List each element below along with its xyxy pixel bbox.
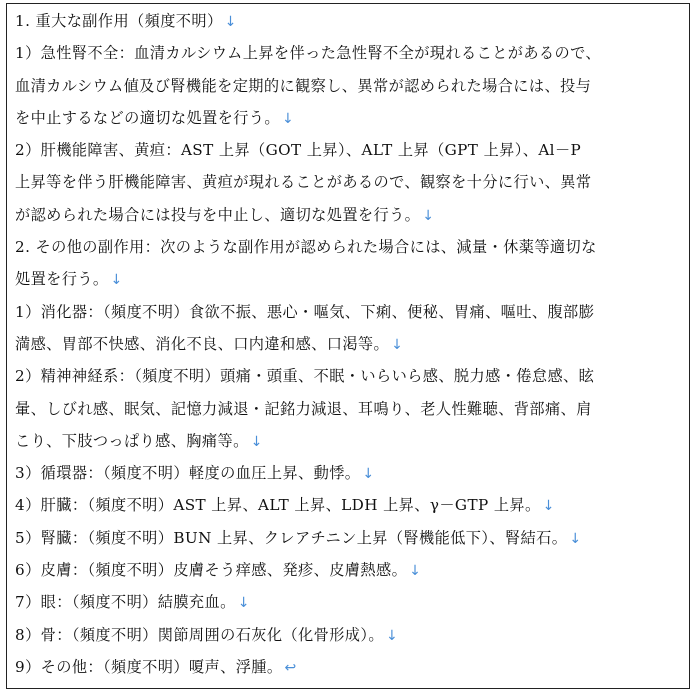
line-break-mark-icon: ↓ — [422, 207, 435, 224]
line-text: こり、下肢つっぱり感、胸痛等。 — [15, 431, 249, 450]
line-text: 1）消化器：（頻度不明）食欲不振、悪心・嘔気、下痢、便秘、胃痛、嘔吐、腹部膨 — [15, 302, 595, 321]
line-text: 4）肝臓：（頻度不明）AST 上昇、ALT 上昇、LDH 上昇、γ－GTP 上昇。 — [15, 496, 541, 515]
text-line — [15, 234, 687, 266]
line-break-mark-icon: ↓ — [391, 336, 404, 353]
text-line — [15, 137, 687, 169]
text-line — [15, 525, 687, 557]
paragraph-mark-icon: ↩ — [284, 659, 297, 676]
line-text: 8）骨：（頻度不明）関節周囲の石灰化（化骨形成）。 — [15, 625, 384, 644]
line-break-mark-icon: ↓ — [362, 466, 375, 483]
line-break-mark-icon: ↓ — [569, 530, 582, 547]
line-text: が認められた場合には投与を中止し、適切な処置を行う。 — [15, 205, 421, 224]
text-line — [15, 363, 687, 395]
text-line — [15, 492, 687, 524]
line-text: 血清カルシウム値及び腎機能を定期的に観察し、異常が認められた場合には、投与 — [15, 76, 592, 95]
text-line — [15, 202, 687, 234]
line-text: 満感、胃部不快感、消化不良、口内違和感、口渇等。 — [15, 334, 390, 353]
line-break-mark-icon: ↓ — [409, 563, 422, 580]
text-line — [15, 8, 687, 40]
line-text: 5）腎臓：（頻度不明）BUN 上昇、クレアチニン上昇（腎機能低下）、腎結石。 — [15, 528, 568, 547]
text-line — [15, 589, 687, 621]
text-line — [15, 460, 687, 492]
line-text: 処置を行う。 — [15, 270, 109, 289]
line-break-mark-icon: ↓ — [237, 595, 250, 612]
text-line — [15, 331, 687, 363]
line-text: 2）肝機能障害、黄疸：AST 上昇（GOT 上昇）、ALT 上昇（GPT 上昇）、Al－P — [15, 141, 582, 160]
line-text: 3）循環器：（頻度不明）軽度の血圧上昇、動悸。 — [15, 464, 361, 483]
line-text: 1. 重大な副作用（頻度不明） — [15, 12, 223, 30]
text-line — [15, 105, 687, 137]
line-text: 2. その他の副作用：次のような副作用が認められた場合には、減量・休薬等適切な — [15, 238, 597, 257]
line-text: 2）精神神経系：（頻度不明）頭痛・頭重、不眠・いらいら感、脱力感・倦怠感、眩 — [15, 367, 595, 386]
line-text: を中止するなどの適切な処置を行う。 — [15, 108, 280, 127]
line-break-mark-icon: ↓ — [542, 498, 555, 515]
line-text: 暈、しびれ感、眠気、記憶力減退・記銘力減退、耳鳴り、老人性難聴、背部痛、肩 — [15, 399, 592, 418]
line-text: 上昇等を伴う肝機能障害、黄疸が現れることがあるので、観察を十分に行い、異常 — [15, 173, 592, 192]
line-text: 7）眼：（頻度不明）結膜充血。 — [15, 593, 236, 612]
text-line — [15, 169, 687, 201]
text-line — [15, 396, 687, 428]
line-break-mark-icon: ↓ — [224, 14, 237, 30]
text-line — [15, 428, 687, 460]
text-line — [15, 299, 687, 331]
text-line — [15, 266, 687, 298]
line-text: 1）急性腎不全：血清カルシウム上昇を伴った急性腎不全が現れることがあるので、 — [15, 44, 601, 63]
document-body — [15, 8, 687, 686]
text-line — [15, 622, 687, 654]
line-text: 9）その他：（頻度不明）嗄声、浮腫。 — [15, 657, 283, 676]
line-break-mark-icon: ↓ — [250, 433, 263, 450]
text-line — [15, 73, 687, 105]
line-text: 6）皮膚：（頻度不明）皮膚そう痒感、発疹、皮膚熱感。 — [15, 561, 408, 580]
text-line — [15, 654, 687, 686]
line-break-mark-icon: ↓ — [282, 110, 295, 127]
line-break-mark-icon: ↓ — [385, 627, 399, 644]
line-break-mark-icon: ↓ — [110, 272, 123, 289]
text-line — [15, 557, 687, 589]
text-line — [15, 40, 687, 72]
